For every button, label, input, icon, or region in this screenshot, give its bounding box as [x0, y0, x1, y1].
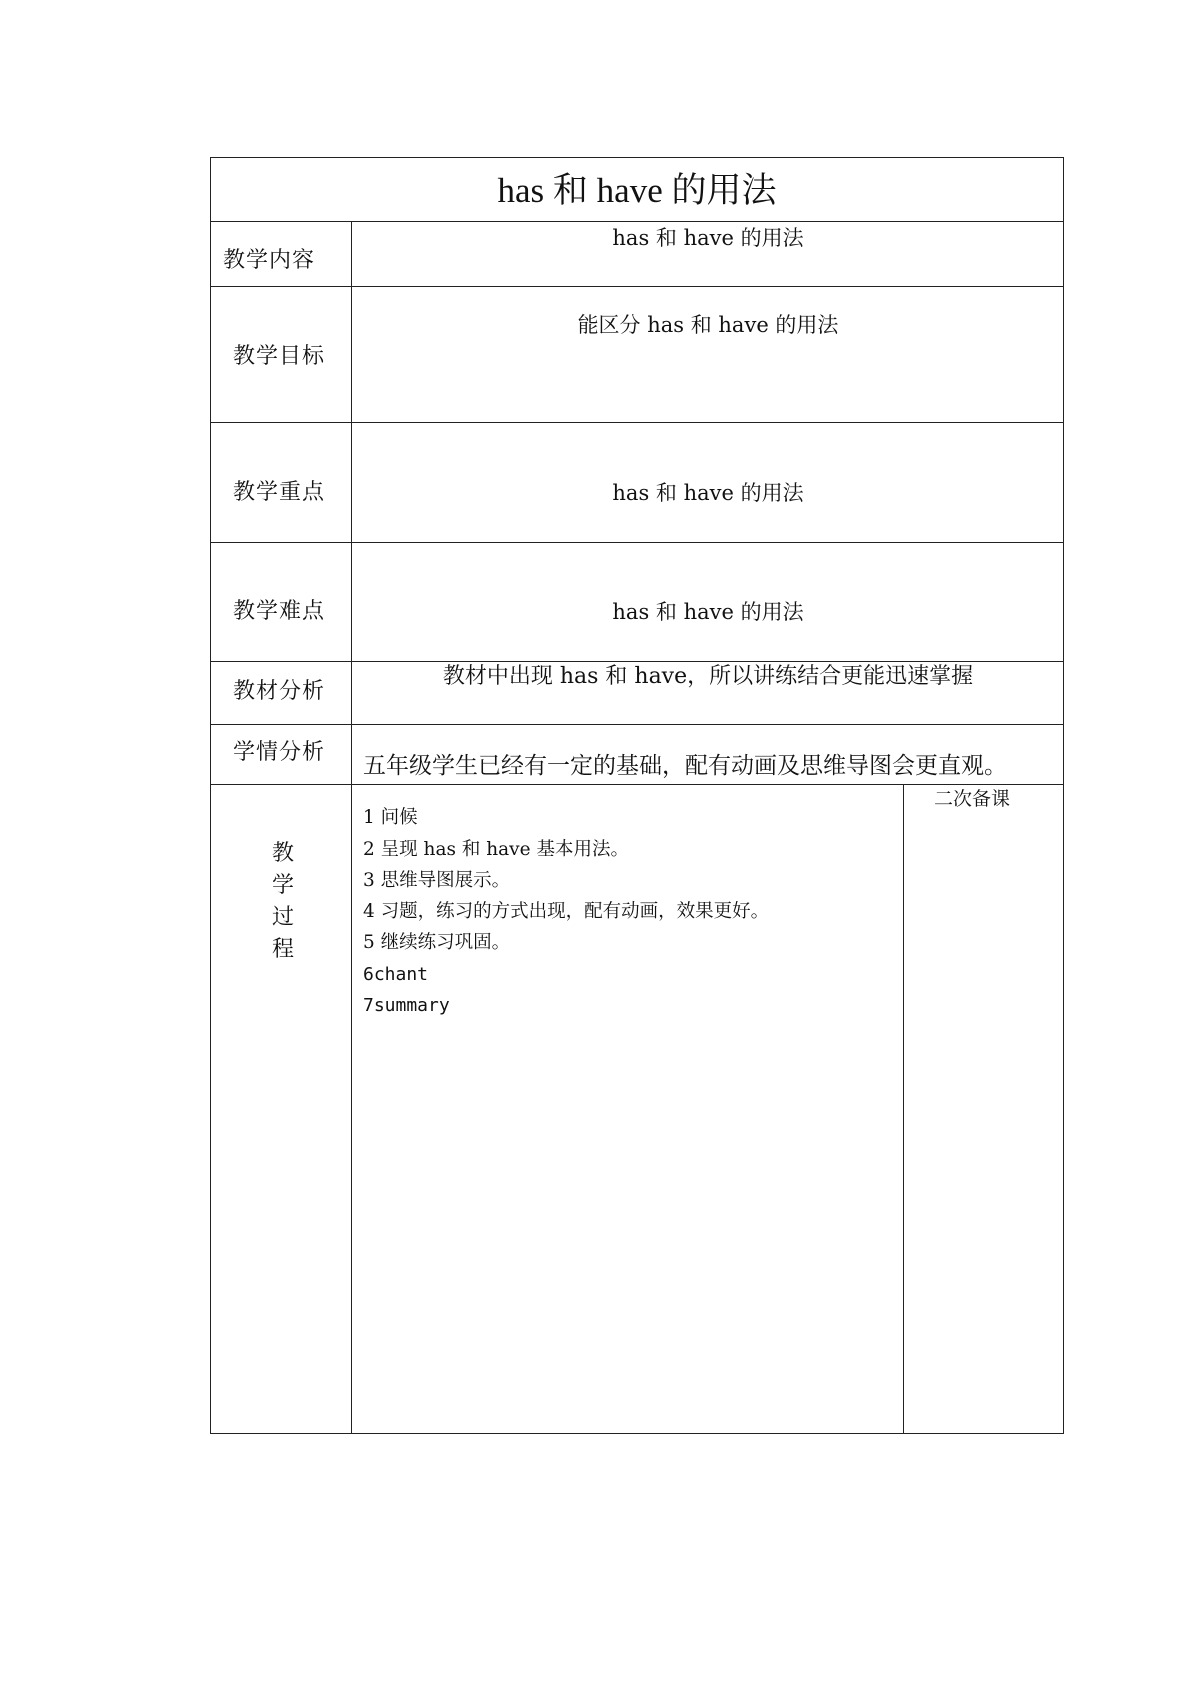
- difficulty-label: 教学难点: [233, 599, 326, 624]
- process-label: [258, 838, 308, 966]
- content-label: 教学内容: [223, 248, 316, 273]
- column-divider: [903, 784, 904, 1433]
- process-label-char: 教: [271, 841, 294, 866]
- process-step: 3 思维导图展示。: [363, 870, 511, 891]
- process-step: 5 继续练习巩固。: [363, 932, 511, 953]
- process-step: 6chant: [363, 964, 429, 985]
- row-divider: [211, 542, 1063, 543]
- difficulty-value: has 和 have 的用法: [612, 600, 804, 624]
- process-label-char: 程: [271, 937, 294, 962]
- row-divider: [211, 724, 1063, 725]
- lesson-plan-table: [210, 157, 1064, 1434]
- process-step: 4 习题，练习的方式出现，配有动画，效果更好。: [363, 901, 770, 922]
- process-step: 1 问候: [363, 807, 418, 828]
- goal-value: 能区分 has 和 have 的用法: [577, 313, 839, 337]
- student-analysis-label: 学情分析: [233, 740, 326, 765]
- goal-label: 教学目标: [233, 344, 326, 369]
- row-divider: [211, 784, 1063, 785]
- row-divider: [211, 661, 1063, 662]
- process-step: 7summary: [363, 995, 450, 1016]
- column-divider: [351, 221, 352, 1433]
- content-value: has 和 have 的用法: [612, 226, 804, 250]
- process-step: 2 呈现 has 和 have 基本用法。: [363, 839, 629, 860]
- row-divider: [211, 286, 1063, 287]
- second-preparation-header: 二次备课: [934, 788, 1011, 810]
- key-point-value: has 和 have 的用法: [612, 481, 804, 505]
- material-analysis-label: 教材分析: [233, 679, 326, 704]
- material-analysis-value: 教材中出现 has 和 have，所以讲练结合更能迅速掌握: [442, 664, 974, 689]
- row-divider: [211, 422, 1063, 423]
- process-label-char: 过: [271, 905, 294, 930]
- student-analysis-value: 五年级学生已经有一定的基础，配有动画及思维导图会更直观。: [363, 753, 1007, 779]
- row-divider: [211, 221, 1063, 222]
- process-label-char: 学: [271, 873, 294, 898]
- page-title: has 和 have 的用法: [497, 171, 777, 210]
- key-point-label: 教学重点: [233, 480, 326, 505]
